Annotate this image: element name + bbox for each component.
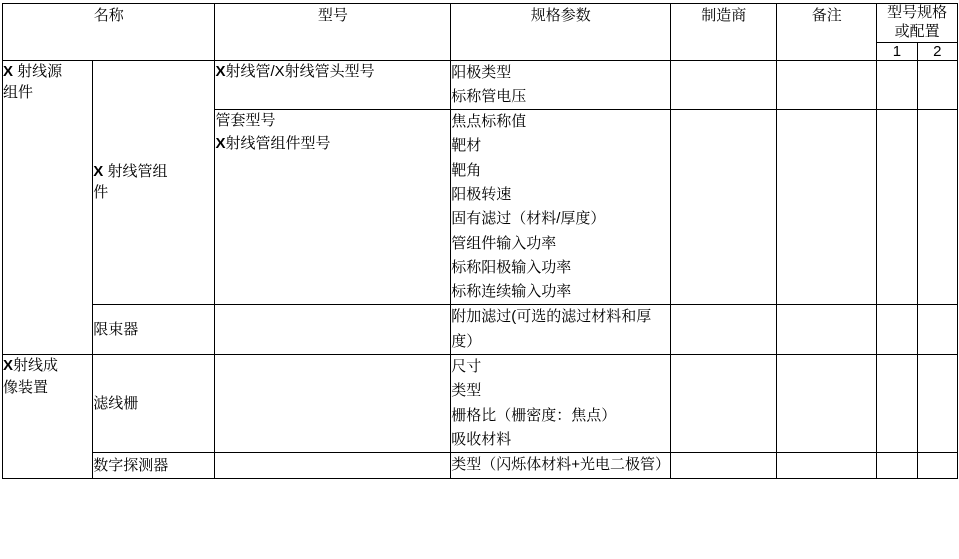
params-cell-0-0-1: [451, 110, 671, 305]
header-config-line2: 或配置: [894, 22, 940, 40]
model-cell-0-1-0[interactable]: [215, 305, 451, 355]
param-line: 固有滤过（材料/厚度）: [451, 210, 606, 228]
table-row: [3, 453, 958, 478]
params-cell-0-1-0: [451, 305, 671, 355]
sub-name-cell-0-0: [93, 60, 215, 305]
config-cell-1[interactable]: [877, 60, 917, 110]
table-row: [3, 60, 958, 110]
model-cell-0-0-1: [215, 110, 451, 305]
group-name-line: X 射线源: [3, 62, 63, 80]
config-cell-2[interactable]: [917, 453, 957, 478]
param-line: 标称管电压: [451, 87, 527, 105]
config-cell-2[interactable]: [917, 110, 957, 305]
manufacturer-cell[interactable]: [671, 305, 777, 355]
param-line: 标称连续输入功率: [451, 283, 572, 301]
sub-name-line: 数字探测器: [93, 456, 169, 474]
model-line: 管套型号: [215, 112, 276, 130]
header-config-col-1: 1: [877, 42, 917, 60]
specification-table: [2, 3, 958, 479]
sub-name-cell-0-1: [93, 305, 215, 355]
model-cell-0-0-0: [215, 60, 451, 110]
config-cell-2[interactable]: [917, 305, 957, 355]
remark-cell[interactable]: [777, 305, 877, 355]
table-header-row-1: [3, 4, 958, 43]
param-line: 靶材: [451, 137, 482, 155]
param-line: 阳极转速: [451, 185, 512, 203]
config-cell-2[interactable]: [917, 60, 957, 110]
model-cell-1-1-0[interactable]: [215, 453, 451, 478]
header-config: [877, 4, 958, 43]
group-name-line: X射线成: [3, 357, 59, 375]
param-line: 阳极类型: [451, 63, 512, 81]
group-name-cell-1: [3, 355, 93, 478]
param-line: 类型: [451, 382, 482, 400]
config-cell-1[interactable]: [877, 355, 917, 453]
config-cell-1[interactable]: [877, 305, 917, 355]
group-name-line: 组件: [3, 84, 34, 102]
header-name: 名称: [3, 4, 215, 61]
param-line: 管组件输入功率: [451, 234, 557, 252]
header-config-col-2: 2: [917, 42, 957, 60]
params-cell-1-1-0: [451, 453, 671, 478]
manufacturer-cell[interactable]: [671, 355, 777, 453]
config-cell-1[interactable]: [877, 453, 917, 478]
param-line: 标称阳极输入功率: [451, 258, 572, 276]
remark-cell[interactable]: [777, 453, 877, 478]
param-line: 靶角: [451, 161, 482, 179]
remark-cell[interactable]: [777, 60, 877, 110]
remark-cell[interactable]: [777, 355, 877, 453]
model-line: X射线管/X射线管头型号: [215, 62, 375, 80]
table-row: [3, 305, 958, 355]
config-cell-1[interactable]: [877, 110, 917, 305]
sub-name-line: 限束器: [93, 320, 139, 338]
group-name-line: 像装置: [3, 378, 49, 396]
manufacturer-cell[interactable]: [671, 453, 777, 478]
config-cell-2[interactable]: [917, 355, 957, 453]
params-cell-1-0-0: [451, 355, 671, 453]
params-cell-0-0-0: [451, 60, 671, 110]
header-spec-params: 规格参数: [451, 4, 671, 61]
param-line: 焦点标称值: [451, 113, 527, 131]
remark-cell[interactable]: [777, 110, 877, 305]
param-line: 吸收材料: [451, 430, 512, 448]
header-model: 型号: [215, 4, 451, 61]
group-name-cell-0: [3, 60, 93, 355]
sub-name-line: 滤线栅: [93, 394, 139, 412]
param-line: 类型（闪烁体材料+光电二极管）: [451, 456, 671, 474]
model-line: X射线管组件型号: [215, 134, 331, 152]
sub-name-cell-1-1: [93, 453, 215, 478]
manufacturer-cell[interactable]: [671, 110, 777, 305]
header-config-line1: 型号规格: [887, 4, 948, 21]
table-row: [3, 355, 958, 453]
model-cell-1-0-0[interactable]: [215, 355, 451, 453]
param-line: 栅格比（栅密度：焦点）: [451, 406, 617, 424]
sub-name-line: X 射线管组: [93, 162, 168, 180]
param-line: 尺寸: [451, 358, 482, 376]
sub-name-line: 件: [93, 184, 109, 202]
param-line: 附加滤过(可选的滤过材料和厚度）: [451, 308, 652, 350]
header-manufacturer: 制造商: [671, 4, 777, 61]
manufacturer-cell[interactable]: [671, 60, 777, 110]
sub-name-cell-1-0: [93, 355, 215, 453]
header-remark: 备注: [777, 4, 877, 61]
